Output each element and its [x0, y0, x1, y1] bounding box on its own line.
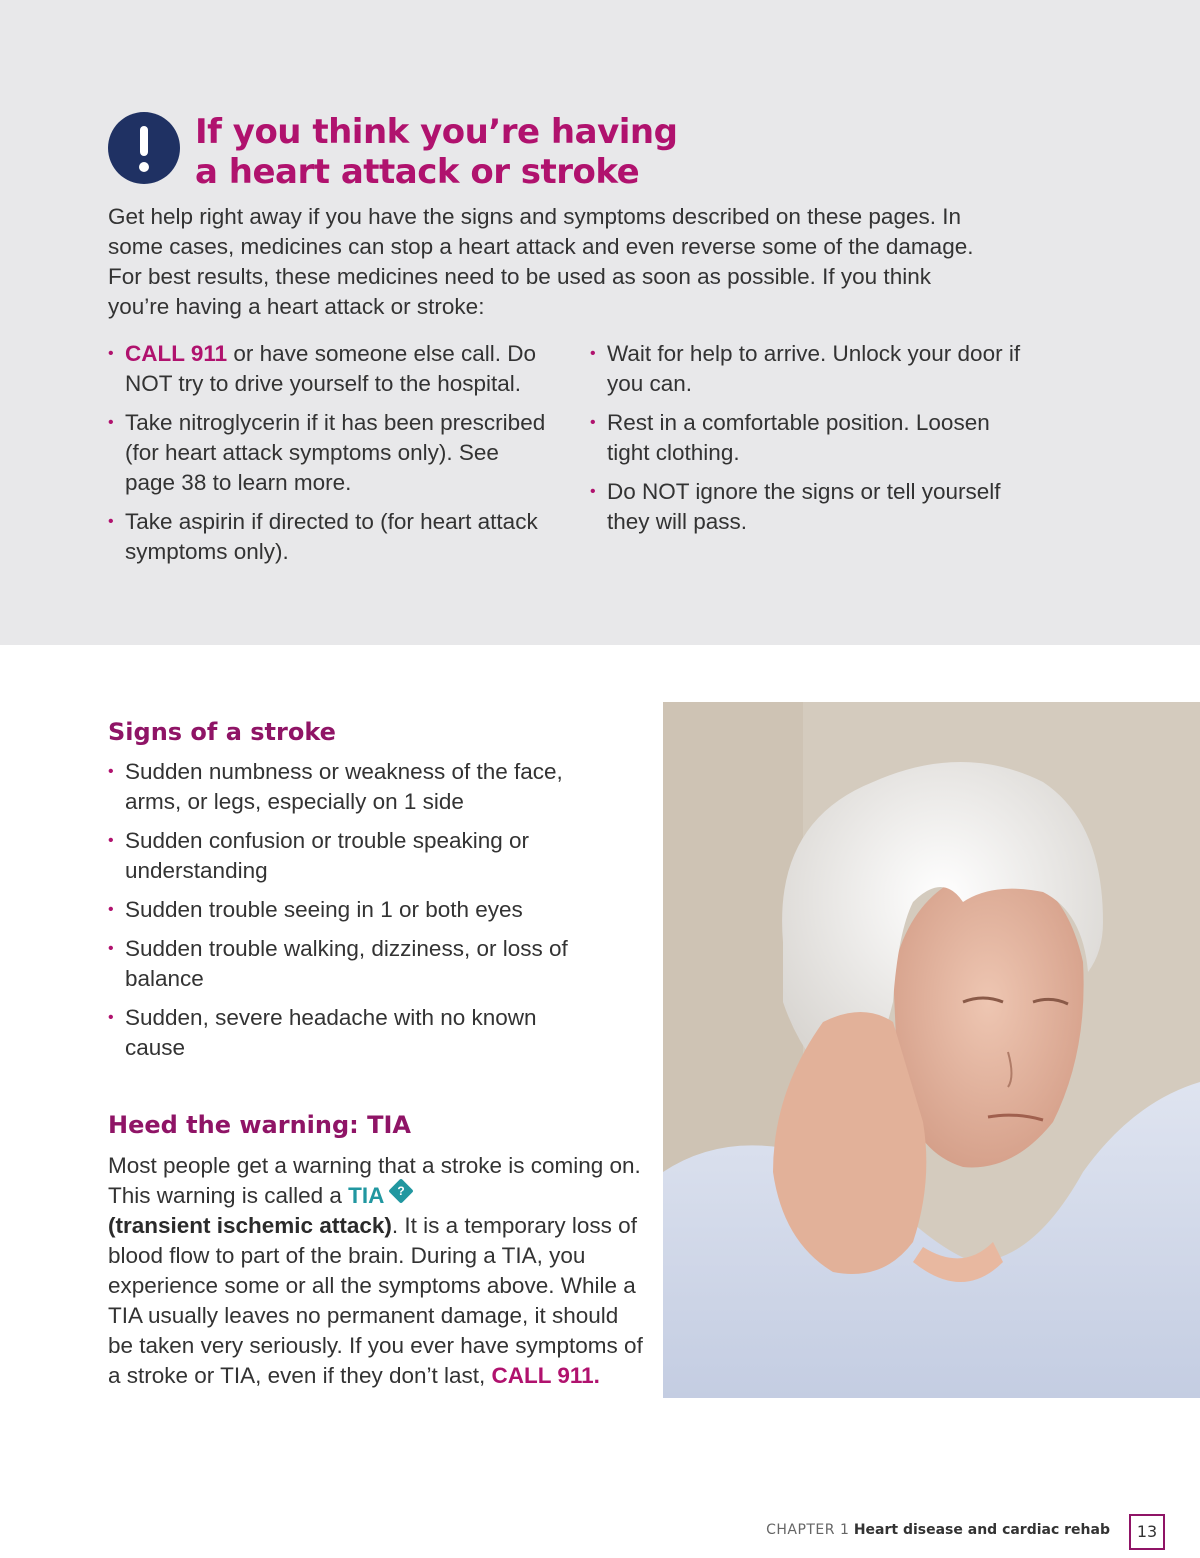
list-item-text: Take aspirin if directed to (for heart attack symptoms only).	[125, 509, 538, 564]
photo-woman-headache	[663, 702, 1200, 1398]
list-item	[108, 757, 568, 817]
bullet-icon	[590, 408, 596, 438]
bullet-icon	[108, 1003, 114, 1033]
list-item-text: Wait for help to arrive. Unlock your door if you can.	[607, 341, 1021, 396]
callout-intro: Get help right away if you have the signs and symptoms described on these pages. In some cases, medicines can stop a heart attack and even reverse some of the damage. For best results, these medicines need to be used as soon as possible. If you think you’re having a heart attack or stroke:	[108, 204, 974, 319]
bullet-icon	[590, 339, 596, 369]
page-number: 13	[1129, 1514, 1165, 1550]
list-item-text: Sudden trouble walking, dizziness, or loss of balance	[125, 936, 568, 991]
photo-illustration	[663, 702, 1200, 1398]
list-item-text: Take nitroglycerin if it has been prescribed (for heart attack symptoms only). See page 38 to learn more.	[125, 410, 546, 495]
bullet-icon	[108, 507, 114, 537]
list-item	[108, 408, 548, 498]
footer-title: Heart disease and cardiac rehab	[853, 1522, 1110, 1538]
callout-title-line1: If you think you’re having	[195, 112, 678, 152]
glossary-diamond-icon[interactable]: ?	[389, 1178, 414, 1203]
list-item	[108, 895, 568, 925]
list-item	[590, 339, 1030, 399]
alert-callout	[0, 0, 1200, 645]
list-item-text: Sudden, severe headache with no known cause	[125, 1005, 537, 1060]
bullet-icon	[108, 757, 114, 787]
bullet-icon	[108, 826, 114, 856]
bullet-icon	[590, 477, 596, 507]
call-911-emphasis: CALL 911	[125, 341, 228, 366]
callout-left-list	[108, 339, 548, 576]
footer-chapter: CHAPTER 1	[766, 1522, 850, 1538]
list-item-text: Sudden confusion or trouble speaking or understanding	[125, 828, 530, 883]
list-item	[108, 507, 548, 567]
tia-text-2: . It is a temporary loss of blood flow to part of the brain. During a TIA, you experience some or all the symptoms above. While a TIA usually leaves no permanent damage, it should be taken very seriously. If you ever have symptoms of a stroke or TIA, even if they don’t last,	[108, 1213, 643, 1388]
list-item	[590, 408, 1030, 468]
page-footer	[766, 1522, 1110, 1538]
bullet-icon	[108, 408, 114, 438]
list-item	[590, 477, 1030, 537]
stroke-signs-heading: Signs of a stroke	[108, 718, 336, 746]
list-item	[108, 934, 568, 994]
list-item-text: Rest in a comfortable position. Loosen tight clothing.	[607, 410, 990, 465]
callout-title	[195, 112, 795, 192]
list-item	[108, 826, 568, 886]
tia-glossary-term[interactable]: TIA	[348, 1183, 385, 1208]
list-item-text: Do NOT ignore the signs or tell yourself they will pass.	[607, 479, 1001, 534]
bullet-icon	[108, 895, 114, 925]
list-item-text: Sudden numbness or weakness of the face, arms, or legs, especially on 1 side	[125, 759, 563, 814]
list-item-text: Sudden trouble seeing in 1 or both eyes	[125, 897, 523, 922]
stroke-signs-list	[108, 757, 568, 1072]
call-911-emphasis: CALL 911.	[491, 1363, 600, 1388]
list-item	[108, 339, 548, 399]
callout-title-line2: a heart attack or stroke	[195, 152, 640, 192]
tia-heading: Heed the warning: TIA	[108, 1111, 411, 1139]
callout-right-list	[590, 339, 1030, 546]
tia-text-1: Most people get a warning that a stroke is coming on. This warning is called a	[108, 1153, 641, 1208]
list-item-text: or have someone else call. Do NOT try to drive yourself to the hospital.	[125, 341, 537, 396]
list-item	[108, 1003, 568, 1063]
bullet-icon	[108, 339, 114, 369]
exclamation-circle-icon	[108, 112, 180, 184]
tia-term-full: (transient ischemic attack)	[108, 1213, 392, 1238]
bullet-icon	[108, 934, 114, 964]
tia-paragraph	[108, 1151, 648, 1391]
